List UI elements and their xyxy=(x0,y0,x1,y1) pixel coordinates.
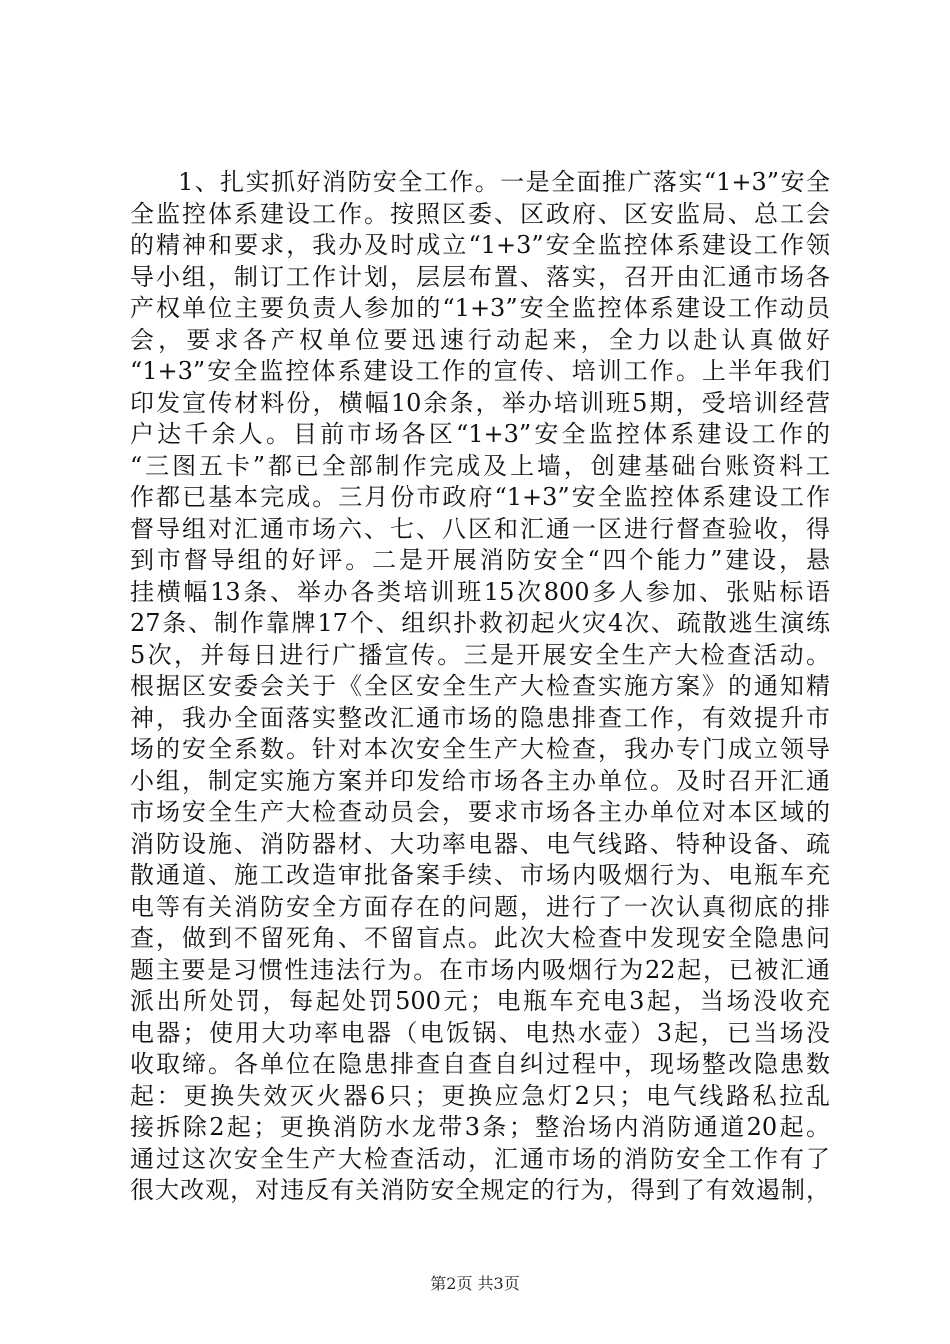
text-line: 场的安全系数。针对本次安全生产大检查，我办专门成立领导 xyxy=(130,735,830,763)
text-line: 通过这次安全生产大检查活动，汇通市场的消防安全工作有了 xyxy=(130,1144,830,1173)
text-line: 小组，制定实施方案并印发给市场各主办单位。及时召开汇通 xyxy=(130,766,830,795)
text-line: 产权单位主要负责人参加的“1+3”安全监控体系建设工作动员 xyxy=(130,294,830,322)
text-line: 题主要是习惯性违法行为。在市场内吸烟行为22起，已被汇通 xyxy=(130,955,830,984)
text-line: 查，做到不留死角、不留盲点。此次大检查中发现安全隐患问 xyxy=(130,924,830,952)
text-line: 电器；使用大功率电器（电饭锅、电热水壶）3起，已当场没 xyxy=(130,1018,830,1047)
text-line: 作都已基本完成。三月份市政府“1+3”安全监控体系建设工作 xyxy=(130,483,830,511)
text-line: 5次，并每日进行广播宣传。三是开展安全生产大检查活动。 xyxy=(130,640,830,669)
text-line: 消防设施、消防器材、大功率电器、电气线路、特种设备、疏 xyxy=(130,829,830,858)
text-line: 到市督导组的好评。二是开展消防安全“四个能力”建设，悬 xyxy=(130,546,830,574)
text-line: 印发宣传材料份，横幅10余条，举办培训班5期，受培训经营 xyxy=(130,388,830,417)
text-line: 接拆除2起；更换消防水龙带3条；整治场内消防通道20起。 xyxy=(130,1113,830,1141)
text-line: “三图五卡”都已全部制作完成及上墙，创建基础台账资料工 xyxy=(130,451,830,480)
text-line: 根据区安委会关于《全区安全生产大检查实施方案》的通知精 xyxy=(130,672,830,700)
text-line: 很大改观，对违反有关消防安全规定的行为，得到了有效遏制， xyxy=(130,1176,830,1204)
text-line: 收取缔。各单位在隐患排查自查自纠过程中，现场整改隐患数 xyxy=(130,1050,830,1078)
text-line: 散通道、施工改造审批备案手续、市场内吸烟行为、电瓶车充 xyxy=(130,861,830,889)
text-line: 电等有关消防安全方面存在的问题，进行了一次认真彻底的排 xyxy=(130,892,830,921)
text-line: 1、扎实抓好消防安全工作。一是全面推广落实“1+3”安全 xyxy=(178,168,830,196)
text-line: 挂横幅13条、举办各类培训班15次800多人参加、张贴标语 xyxy=(130,577,830,606)
text-line: 的精神和要求，我办及时成立“1+3”安全监控体系建设工作领 xyxy=(130,231,830,259)
text-line: 督导组对汇通市场六、七、八区和汇通一区进行督查验收，得 xyxy=(130,514,830,543)
text-line: 导小组，制订工作计划，层层布置、落实，召开由汇通市场各 xyxy=(130,262,830,291)
body-paragraph xyxy=(130,167,830,1207)
text-line: 全监控体系建设工作。按照区委、区政府、区安监局、总工会 xyxy=(130,199,830,228)
page-number-footer: 第2页 共3页 xyxy=(430,1274,520,1293)
text-line: 起：更换失效灭火器6只；更换应急灯2只；电气线路私拉乱 xyxy=(130,1081,830,1110)
text-line: 市场安全生产大检查动员会，要求市场各主办单位对本区域的 xyxy=(130,798,830,826)
text-line: 27条、制作靠牌17个、组织扑救初起火灾4次、疏散逃生演练 xyxy=(130,609,830,637)
text-line: 神，我办全面落实整改汇通市场的隐患排查工作，有效提升市 xyxy=(130,703,830,732)
text-line: 会，要求各产权单位要迅速行动起来，全力以赴认真做好 xyxy=(130,325,830,354)
text-line: 户达千余人。目前市场各区“1+3”安全监控体系建设工作的 xyxy=(130,420,830,448)
text-line: 派出所处罚，每起处罚500元；电瓶车充电3起，当场没收充 xyxy=(130,987,830,1015)
text-line: “1+3”安全监控体系建设工作的宣传、培训工作。上半年我们 xyxy=(130,357,830,385)
